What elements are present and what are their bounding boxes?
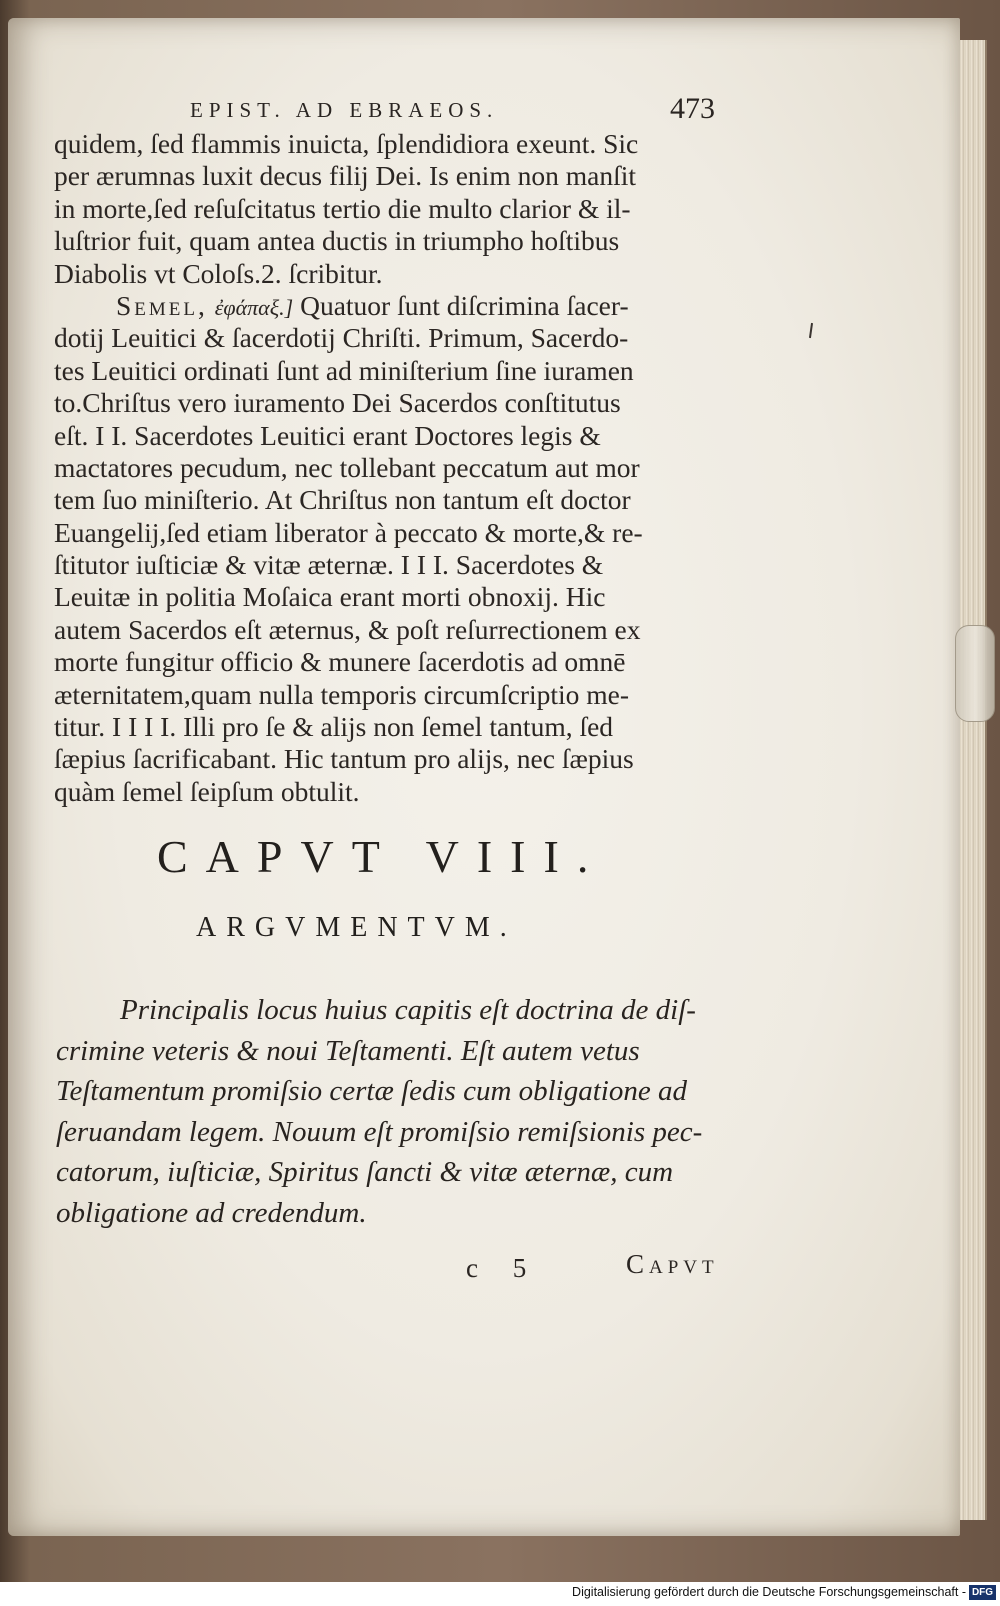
body-line: dotij Leuitici & ſacerdotij Chriſti. Primum, Sacerdo- [54, 322, 629, 354]
footer-credit: Digitalisierung gefördert durch die Deutsche Forschungsgemeinschaft - [572, 1585, 966, 1599]
argument-text [56, 990, 746, 1234]
page-number: 473 [670, 92, 715, 125]
catchword: Capvt [626, 1249, 719, 1279]
body-line: luſtrior fuit, quam antea ductis in triumpho hoſtibus [54, 225, 620, 257]
semel-paragraph-line [54, 290, 744, 322]
dfg-logo-icon: DFG [969, 1585, 996, 1600]
body-line: ſtitutor iuſticiæ & vitæ æternæ. I I I. Sacerdotes & [54, 549, 604, 581]
semel-rest: Quatuor ſunt diſcrimina ſacer- [300, 289, 629, 321]
body-text [54, 128, 744, 808]
semel-lead: Semel, [116, 289, 208, 321]
body-line: ſæpius ſacrificabant. Hic tantum pro alijs, nec ſæpius [54, 743, 634, 775]
argument-line: crimine veteris & noui Teſtamenti. Eſt autem vetus [56, 1034, 640, 1067]
body-line: per ærumnas luxit decus filij Dei. Is enim non manſit [54, 160, 636, 192]
argument-line: Principalis locus huius capitis eſt doctrina de diſ- [120, 994, 696, 1026]
signature-mark: c 5 [466, 1253, 541, 1283]
body-line: tem ſuo miniſterio. At Chriſtus non tantum eſt doctor [54, 484, 631, 516]
body-line: eſt. I I. Sacerdotes Leuitici erant Doctores legis & [54, 419, 601, 451]
body-line: æternitatem,quam nulla temporis circumſcriptio me- [54, 678, 630, 710]
body-line: autem Sacerdos eſt æternus, & poſt reſurrectionem ex [54, 613, 641, 645]
body-line: in morte,ſed reſuſcitatus tertio die multo clarior & il- [54, 192, 631, 224]
running-head-title: EPIST. AD EBRAEOS. [190, 98, 499, 122]
body-line: morte fungitur officio & munere ſacerdotis ad omnē [54, 646, 626, 678]
body-line: Diabolis vt Coloſs.2. ſcribitur. [54, 257, 383, 289]
body-line: quàm ſemel ſeipſum obtulit. [54, 775, 360, 807]
chapter-title: CAPVT VIII. [157, 831, 607, 882]
argument-line: Teſtamentum promiſsio certæ ſedis cum obligatione ad [56, 1075, 687, 1108]
argument-line: catorum, iuſticiæ, Spiritus ſancti & vitæ æternæ, cum [56, 1156, 674, 1189]
body-line: Euangelij,ſed etiam liberator à peccato & morte,& re- [54, 516, 643, 548]
body-line: Leuitæ in politia Moſaica erant morti obnoxij. Hic [54, 581, 606, 613]
argument-title: ARGVMENTVM. [196, 912, 517, 943]
body-line: quidem, ſed flammis inuicta, ſplendidiora exeunt. Sic [54, 128, 639, 159]
body-line: tes Leuitici ordinati ſunt ad miniſterium ſine iuramen [54, 354, 634, 386]
body-line: to.Chriſtus vero iuramento Dei Sacerdos conſtitutus [54, 387, 621, 419]
footer-bar [0, 1582, 1000, 1606]
body-line: titur. I I I I. Illi pro ſe & alijs non ſemel tantum, ſed [54, 711, 614, 743]
running-head [190, 92, 750, 132]
body-line: mactatores pecudum, nec tollebant peccatum aut mor [54, 451, 640, 483]
argument-line: obligatione ad credendum. [56, 1196, 367, 1229]
greek-word: ἐφάπαξ.] [214, 294, 294, 320]
argument-line: ſeruandam legem. Nouum eſt promiſsio remiſsionis pec- [56, 1115, 703, 1148]
page-tab-marker [955, 625, 995, 722]
